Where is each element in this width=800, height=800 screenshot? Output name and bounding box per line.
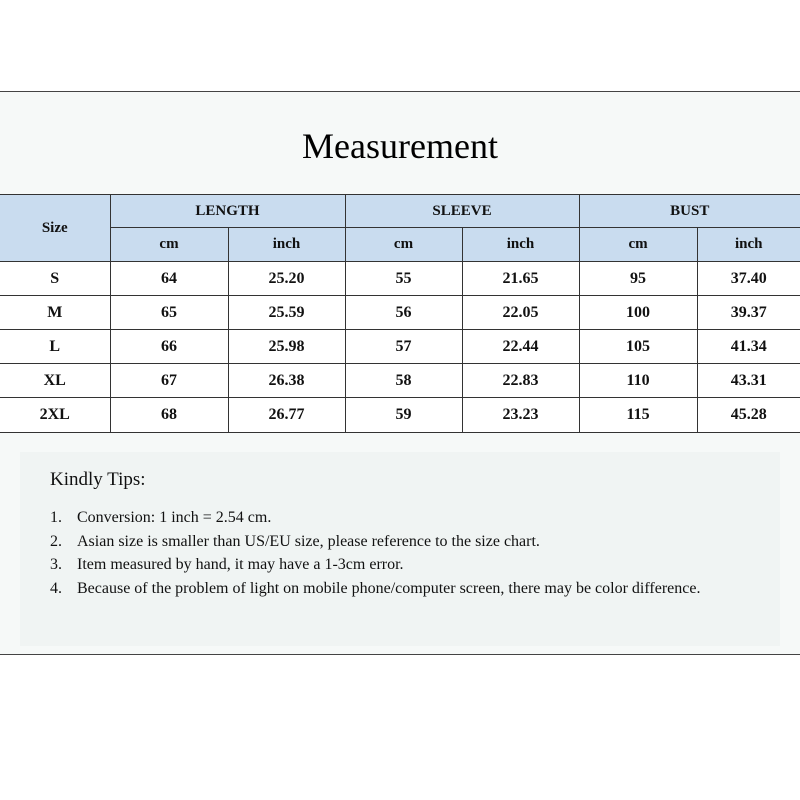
- bust-inch-cell: 43.31: [697, 364, 800, 398]
- sleeve-cm-cell: 56: [345, 296, 462, 330]
- length-cm-cell: 68: [110, 398, 228, 433]
- kindly-tips-box: [20, 452, 780, 646]
- tips-list: [50, 506, 750, 600]
- table-unit-header-row: [0, 228, 800, 262]
- table-row: [0, 296, 800, 330]
- sleeve-cm-cell: 58: [345, 364, 462, 398]
- sleeve-cm-cell: 57: [345, 330, 462, 364]
- size-cell: M: [0, 296, 110, 330]
- tip-number: 1.: [50, 509, 62, 526]
- sleeve-cm-header: cm: [345, 228, 462, 262]
- tip-number: 4.: [50, 579, 62, 597]
- size-cell: L: [0, 330, 110, 364]
- length-inch-cell: 25.59: [228, 296, 345, 330]
- sleeve-inch-header: inch: [462, 228, 579, 262]
- bust-cm-cell: 95: [579, 262, 697, 296]
- size-column-header: Size: [0, 195, 110, 262]
- bust-cm-header: cm: [579, 228, 697, 262]
- list-item: [50, 553, 750, 577]
- tip-text: Asian size is smaller than US/EU size, please reference to the size chart.: [77, 532, 540, 550]
- bust-cm-cell: 115: [579, 398, 697, 433]
- table-row: [0, 398, 800, 433]
- length-inch-cell: 26.38: [228, 364, 345, 398]
- tip-text: Item measured by hand, it may have a 1-3cm error.: [77, 556, 404, 573]
- bust-inch-cell: 45.28: [697, 398, 800, 433]
- table-row: [0, 364, 800, 398]
- list-item: [50, 530, 750, 554]
- bust-inch-header: inch: [697, 228, 800, 262]
- length-inch-cell: 26.77: [228, 398, 345, 433]
- length-inch-cell: 25.98: [228, 330, 345, 364]
- length-inch-cell: 25.20: [228, 262, 345, 296]
- tip-text: Because of the problem of light on mobile phone/computer screen, there may be color difference.: [77, 579, 701, 597]
- length-cm-cell: 67: [110, 364, 228, 398]
- tip-text: Conversion: 1 inch = 2.54 cm.: [77, 509, 272, 526]
- tip-number: 3.: [50, 556, 62, 573]
- bust-group-header: BUST: [579, 195, 800, 228]
- size-chart-table: [0, 194, 800, 433]
- length-inch-header: inch: [228, 228, 345, 262]
- tips-title: Kindly Tips:: [50, 469, 146, 490]
- bust-cm-cell: 110: [579, 364, 697, 398]
- length-group-header: LENGTH: [110, 195, 345, 228]
- length-cm-cell: 64: [110, 262, 228, 296]
- list-item: [50, 506, 750, 530]
- length-cm-cell: 66: [110, 330, 228, 364]
- table-row: [0, 330, 800, 364]
- sleeve-inch-cell: 22.44: [462, 330, 579, 364]
- bust-cm-cell: 100: [579, 296, 697, 330]
- sleeve-inch-cell: 21.65: [462, 262, 579, 296]
- bust-cm-cell: 105: [579, 330, 697, 364]
- sleeve-cm-cell: 55: [345, 262, 462, 296]
- bust-inch-cell: 37.40: [697, 262, 800, 296]
- sleeve-cm-cell: 59: [345, 398, 462, 433]
- bust-inch-cell: 39.37: [697, 296, 800, 330]
- length-cm-header: cm: [110, 228, 228, 262]
- table-group-header-row: [0, 195, 800, 228]
- size-cell: XL: [0, 364, 110, 398]
- size-cell: 2XL: [0, 398, 110, 433]
- page-title: Measurement: [302, 126, 498, 166]
- tip-number: 2.: [50, 532, 62, 550]
- list-item: [50, 577, 750, 601]
- size-cell: S: [0, 262, 110, 296]
- length-cm-cell: 65: [110, 296, 228, 330]
- sleeve-inch-cell: 22.05: [462, 296, 579, 330]
- table-row: [0, 262, 800, 296]
- sleeve-inch-cell: 22.83: [462, 364, 579, 398]
- bust-inch-cell: 41.34: [697, 330, 800, 364]
- sleeve-group-header: SLEEVE: [345, 195, 579, 228]
- sleeve-inch-cell: 23.23: [462, 398, 579, 433]
